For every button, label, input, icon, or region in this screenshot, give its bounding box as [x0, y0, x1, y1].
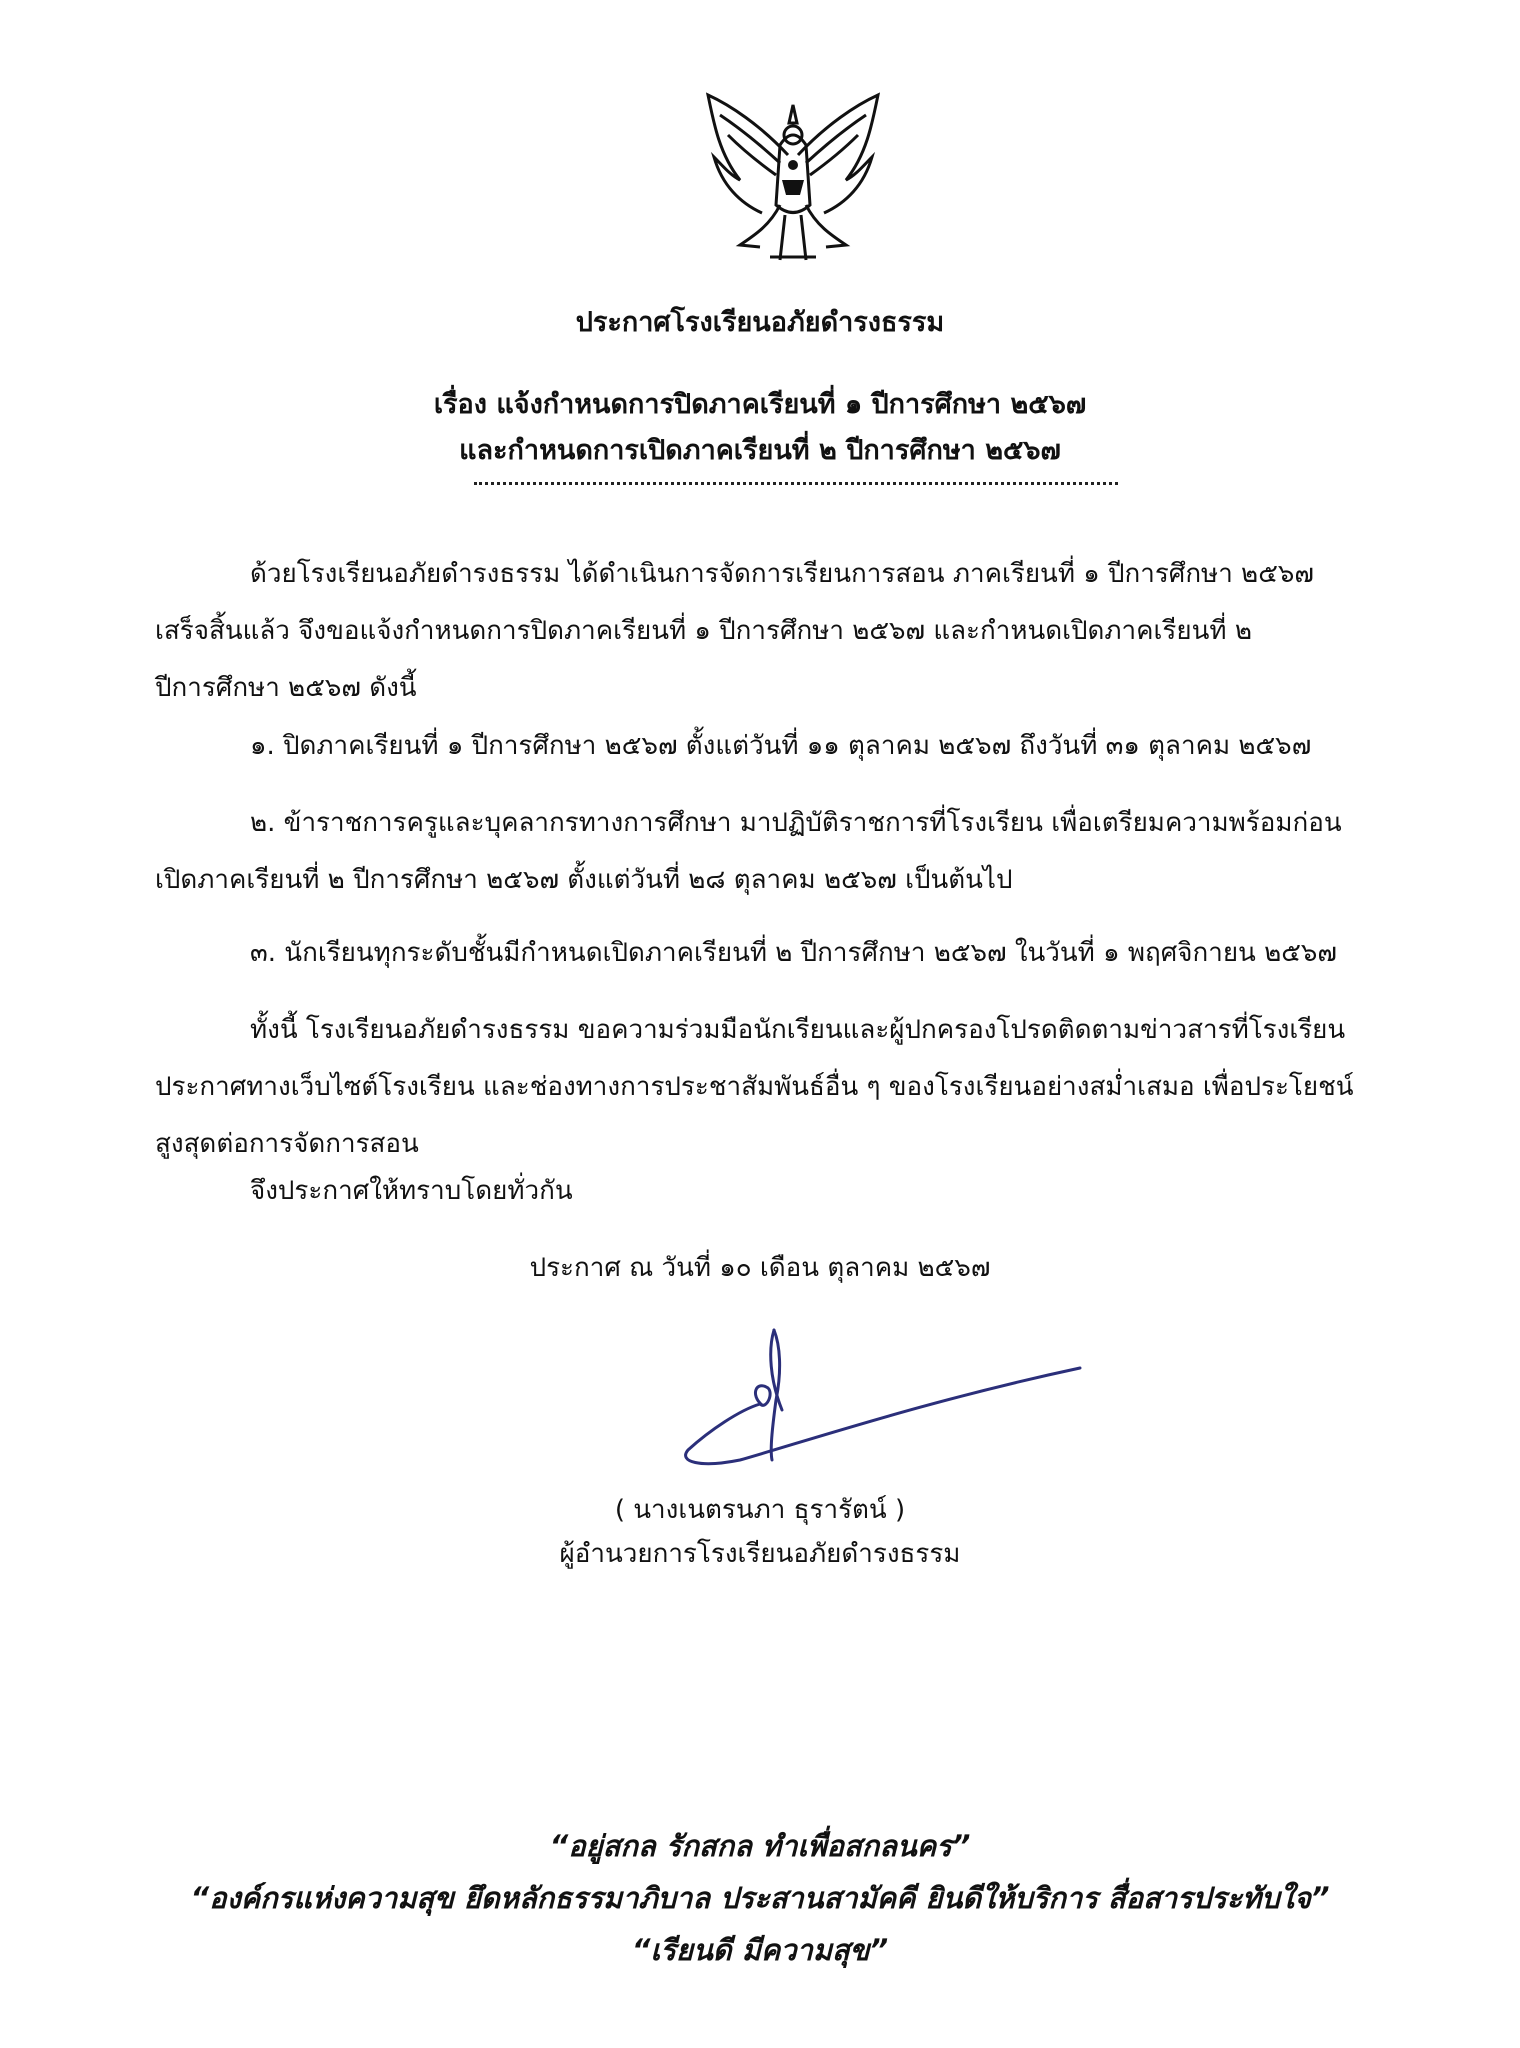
- motto-line-1: “อยู่สกล รักสกล ทำเพื่อสกลนคร”: [549, 1829, 971, 1863]
- page-title: ประกาศโรงเรียนอภัยดำรงธรรม: [575, 307, 945, 338]
- text-line: ประกาศทางเว็บไซต์โรงเรียน และช่องทางการประชาสัมพันธ์อื่น ๆ ของโรงเรียนอย่างสม่ำเสมอ เพื่อประโยชน์: [155, 1072, 1354, 1102]
- text-line: ปีการศึกษา ๒๕๖๗ ดังนี้: [155, 673, 417, 703]
- closing-paragraph: [155, 1002, 1354, 1173]
- garuda-emblem-icon: [700, 85, 886, 270]
- text-line: สูงสุดต่อการจัดการสอน: [155, 1129, 419, 1159]
- motto-line-2: “องค์กรแห่งความสุข ยึดหลักธรรมาภิบาล ประสานสามัคคี ยินดีให้บริการ สื่อสารประทับใจ”: [190, 1881, 1330, 1915]
- item-1-paragraph: [155, 718, 1345, 775]
- handwritten-signature-icon: [670, 1300, 1090, 1490]
- announce-line: [155, 1163, 1345, 1220]
- text-line: ทั้งนี้ โรงเรียนอภัยดำรงธรรม ขอความร่วมมือนักเรียนและผู้ปกครองโปรดติดตามข่าวสารที่โรงเรียน: [250, 1015, 1346, 1045]
- text-line: ๒. ข้าราชการครูและบุคลากรทางการศึกษา มาปฏิบัติราชการที่โรงเรียน เพื่อเตรียมความพร้อมก่อน: [250, 808, 1342, 838]
- subject-line-2: และกำหนดการเปิดภาคเรียนที่ ๒ ปีการศึกษา ๒๕๖๗: [459, 435, 1061, 466]
- item-3-paragraph: [155, 925, 1345, 982]
- text-line: ๓. นักเรียนทุกระดับชั้นมีกำหนดเปิดภาคเรียนที่ ๒ ปีการศึกษา ๒๕๖๗ ในวันที่ ๑ พฤศจิกายน ๒๕๖๗: [250, 938, 1337, 968]
- signatory-title: ผู้อำนวยการโรงเรียนอภัยดำรงธรรม: [559, 1539, 961, 1569]
- dotted-divider: [474, 482, 1118, 485]
- date-line: ประกาศ ณ วันที่ ๑๐ เดือน ตุลาคม ๒๕๖๗: [529, 1253, 991, 1283]
- text-line: ด้วยโรงเรียนอภัยดำรงธรรม ได้ดำเนินการจัดการเรียนการสอน ภาคเรียนที่ ๑ ปีการศึกษา ๒๕๖๗: [250, 559, 1314, 589]
- item-2-paragraph: [155, 795, 1345, 909]
- text-line: เสร็จสิ้นแล้ว จึงขอแจ้งกำหนดการปิดภาคเรียนที่ ๑ ปีการศึกษา ๒๕๖๗ และกำหนดเปิดภาคเรียนที่ ๒: [155, 616, 1252, 646]
- text-line: เปิดภาคเรียนที่ ๒ ปีการศึกษา ๒๕๖๗ ตั้งแต่วันที่ ๒๘ ตุลาคม ๒๕๖๗ เป็นต้นไป: [155, 865, 1013, 895]
- motto-line-3: “เรียนดี มีความสุข”: [631, 1933, 889, 1967]
- text-line: ๑. ปิดภาคเรียนที่ ๑ ปีการศึกษา ๒๕๖๗ ตั้งแต่วันที่ ๑๑ ตุลาคม ๒๕๖๗ ถึงวันที่ ๓๑ ตุลาคม ๒๕๖๗: [250, 731, 1312, 761]
- subject-line-1: เรื่อง แจ้งกำหนดการปิดภาคเรียนที่ ๑ ปีการศึกษา ๒๕๖๗: [433, 389, 1087, 420]
- signatory-name: ( นางเนตรนภา ธุรารัตน์ ): [614, 1495, 906, 1525]
- text-line: จึงประกาศให้ทราบโดยทั่วกัน: [250, 1176, 573, 1206]
- intro-paragraph: [155, 546, 1345, 717]
